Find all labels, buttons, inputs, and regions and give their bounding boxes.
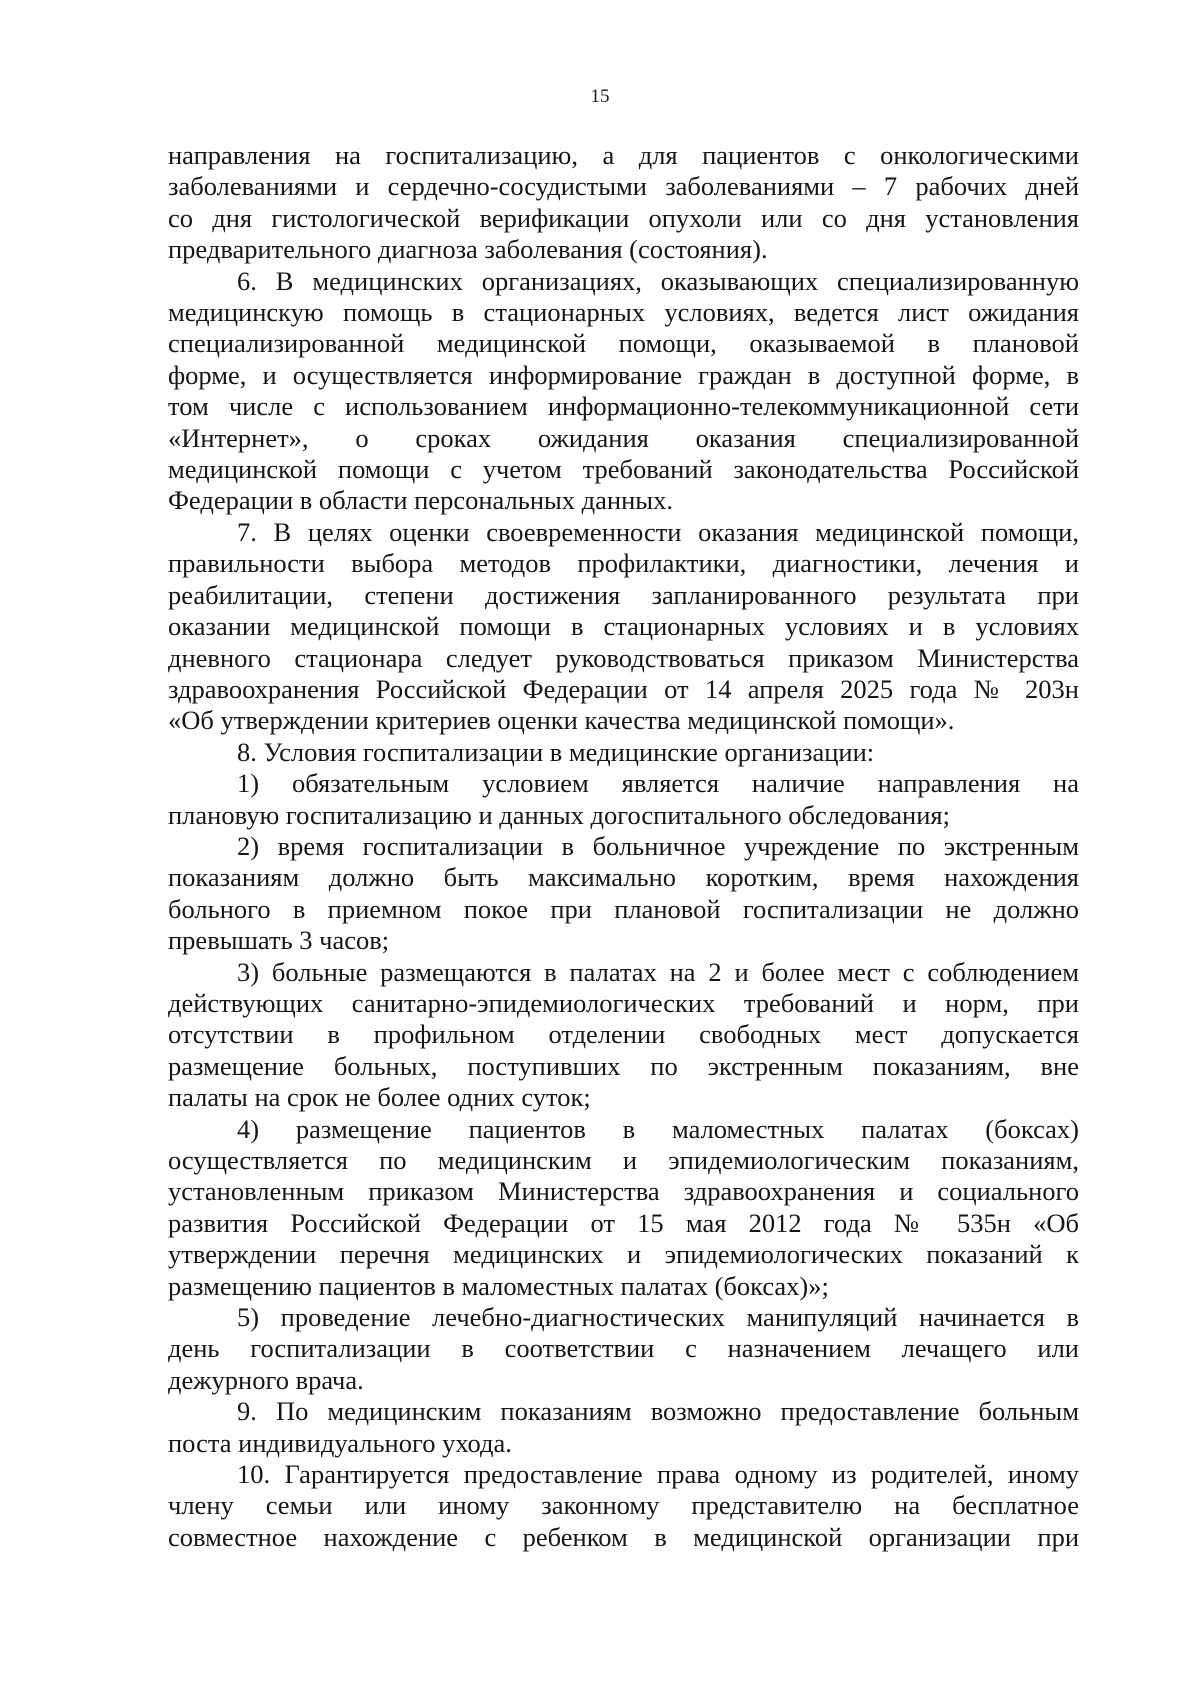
- text-line: дежурного врача.: [168, 1364, 364, 1395]
- text-line: 5) проведение лечебно-диагностических манипуляций начинается в: [237, 1302, 1079, 1333]
- text-line: том числе с использованием информационно-телекоммуникационной сети: [168, 391, 1079, 422]
- page-number: 15: [590, 86, 610, 107]
- text-line: медицинской помощи с учетом требований законодательства Российской: [168, 454, 1079, 485]
- text-line: 2) время госпитализации в больничное учреждение по экстренным: [237, 830, 1079, 861]
- text-line: отсутствии в профильном отделении свободных мест допускается: [168, 1019, 1079, 1050]
- paragraph: [168, 517, 1079, 737]
- text-line: дневного стационара следует руководствоваться приказом Министерства: [168, 642, 1079, 673]
- text-line: 4) размещение пациентов в маломестных палатах (боксах): [237, 1113, 1079, 1144]
- text-line: 10. Гарантируется предоставление права одному из родителей, иному: [237, 1459, 1079, 1490]
- paragraph: [168, 737, 1079, 768]
- document-body: [168, 140, 1079, 1553]
- paragraph: [168, 831, 1079, 957]
- text-line: осуществляется по медицинским и эпидемиологическим показаниям,: [168, 1145, 1079, 1175]
- text-line: палаты на срок не более одних суток;: [168, 1082, 591, 1113]
- text-line: медицинскую помощь в стационарных условиях, ведется лист ожидания: [168, 297, 1079, 328]
- text-line: 7. В целях оценки своевременности оказания медицинской помощи,: [237, 516, 1079, 547]
- text-line: больного в приемном покое при плановой госпитализации не должно: [168, 893, 1079, 924]
- text-line: совместное нахождение с ребенком в медицинской организации при: [168, 1521, 1079, 1552]
- text-line: поста индивидуального ухода.: [168, 1427, 512, 1458]
- text-line: развития Российской Федерации от 15 мая 2012 года № 535н «Об: [168, 1207, 1079, 1238]
- paragraph: [168, 266, 1079, 517]
- text-line: члену семьи или иному законному представителю на бесплатное: [168, 1490, 1079, 1521]
- paragraph: [168, 1114, 1079, 1302]
- text-line: Федерации в области персональных данных.: [168, 485, 673, 516]
- text-line: форме, и осуществляется информирование граждан в доступной форме, в: [168, 359, 1079, 390]
- text-line: действующих санитарно-эпидемиологических требований и норм, при: [168, 987, 1079, 1018]
- text-line: размещению пациентов в маломестных палатах (боксах)»;: [168, 1270, 829, 1301]
- text-line: со дня гистологической верификации опухоли или со дня установления: [168, 202, 1079, 233]
- paragraph: [168, 768, 1079, 831]
- text-line: 6. В медицинских организациях, оказывающих специализированную: [237, 265, 1079, 296]
- text-line: «Интернет», о сроках ожидания оказания специализированной: [168, 422, 1079, 453]
- text-line: установленным приказом Министерства здравоохранения и социального: [168, 1176, 1079, 1207]
- text-line: размещение больных, поступивших по экстренным показаниям, вне: [168, 1050, 1079, 1081]
- text-line: 3) больные размещаются в палатах на 2 и более мест с соблюдением: [237, 956, 1079, 987]
- text-line: превышать 3 часов;: [168, 925, 390, 956]
- paragraph: [168, 1459, 1079, 1553]
- paragraph: [168, 140, 1079, 266]
- text-line: реабилитации, степени достижения запланированного результата при: [168, 579, 1079, 610]
- text-line: 1) обязательным условием является наличие направления на: [237, 768, 1079, 799]
- text-line: направления на госпитализацию, а для пациентов с онкологическими: [168, 140, 1079, 170]
- text-line: показаниям должно быть максимально коротким, время нахождения: [168, 862, 1079, 893]
- paragraph: [168, 1396, 1079, 1459]
- text-line: заболеваниями и сердечно-сосудистыми заболеваниями – 7 рабочих дней: [168, 171, 1079, 202]
- text-line: утверждении перечня медицинских и эпидемиологических показаний к: [168, 1239, 1079, 1270]
- paragraph: [168, 1302, 1079, 1396]
- text-line: плановую госпитализацию и данных догоспитального обследования;: [168, 799, 950, 830]
- text-line: здравоохранения Российской Федерации от 14 апреля 2025 года № 203н: [168, 673, 1079, 704]
- text-line: специализированной медицинской помощи, оказываемой в плановой: [168, 328, 1079, 359]
- text-line: предварительного диагноза заболевания (состояния).: [168, 234, 768, 265]
- paragraph: [168, 957, 1079, 1114]
- text-line: правильности выбора методов профилактики, диагностики, лечения и: [168, 548, 1079, 579]
- text-line: «Об утверждении критериев оценки качества медицинской помощи».: [168, 705, 955, 736]
- text-line: 9. По медицинским показаниям возможно предоставление больным: [237, 1396, 1079, 1427]
- text-line: день госпитализации в соответствии с назначением лечащего или: [168, 1333, 1079, 1364]
- text-line: 8. Условия госпитализации в медицинские организации:: [237, 736, 875, 767]
- text-line: оказании медицинской помощи в стационарных условиях и в условиях: [168, 611, 1079, 642]
